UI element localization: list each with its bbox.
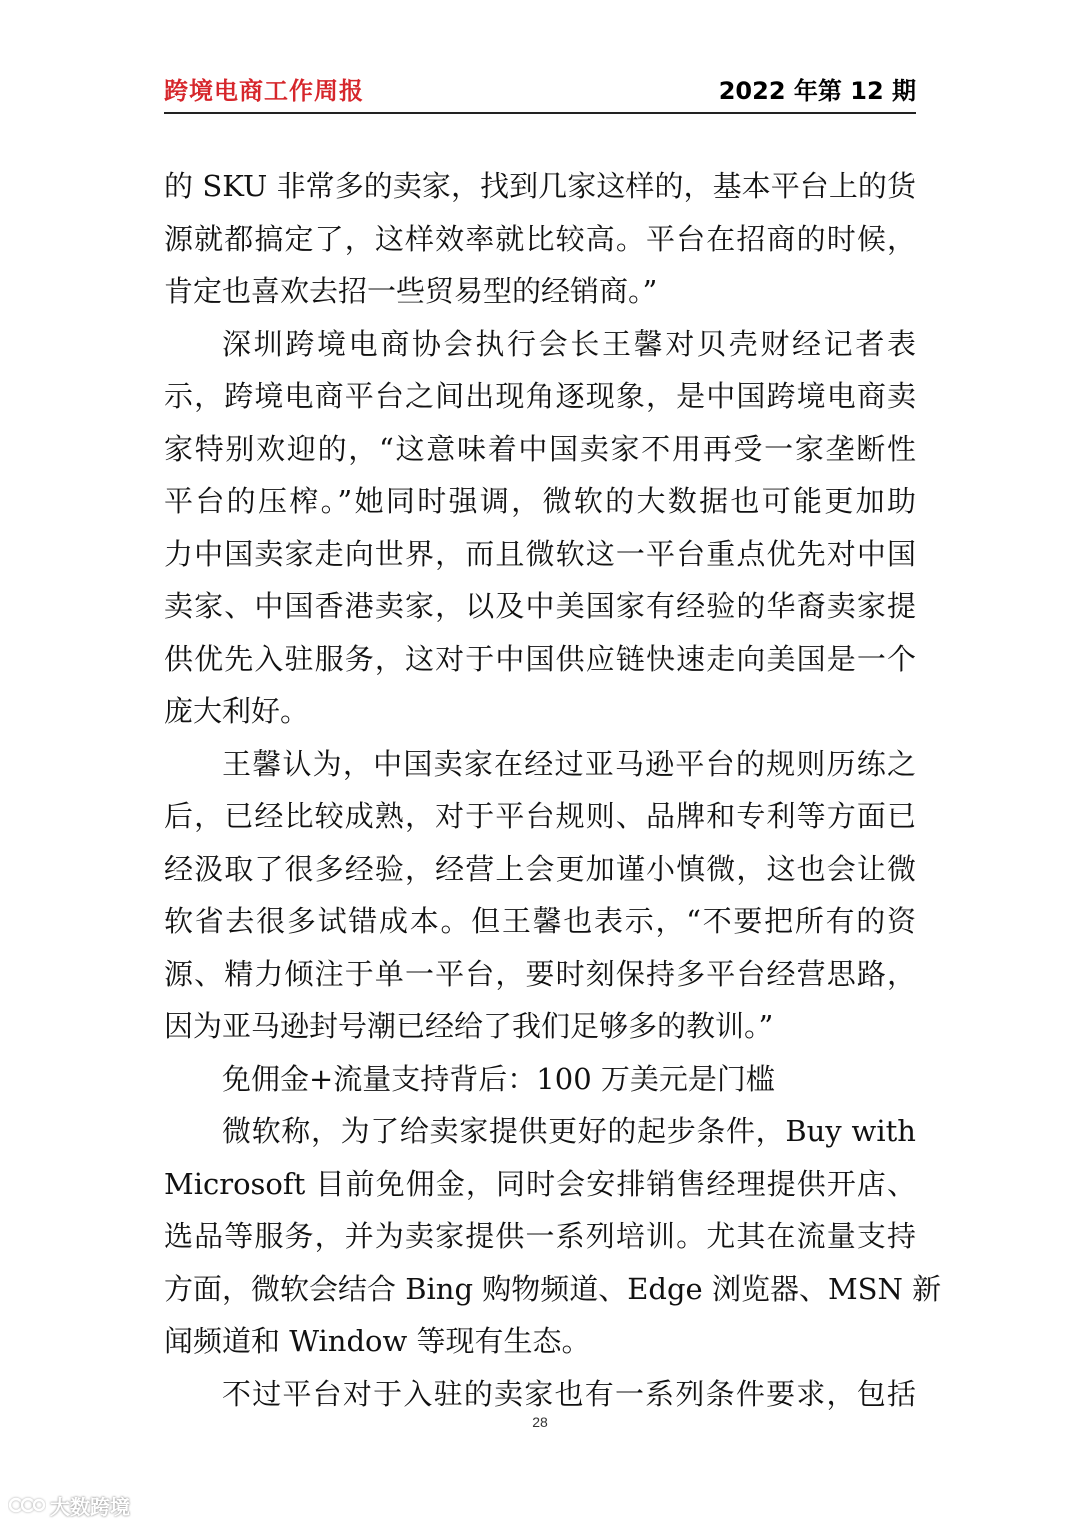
header-divider bbox=[164, 112, 916, 114]
watermark-text: 大数跨境 bbox=[50, 1494, 130, 1519]
body-line: 源就都搞定了，这样效率就比较高。平台在招商的时候， bbox=[164, 221, 916, 256]
section-subheading: 免佣金+流量支持背后：100 万美元是门槛 bbox=[222, 1061, 775, 1096]
body-line: 方面，微软会结合 Bing 购物频道、Edge 浏览器、MSN 新 bbox=[164, 1271, 942, 1306]
watermark bbox=[8, 1490, 130, 1520]
publication-title: 跨境电商工作周报 bbox=[164, 77, 364, 105]
body-line: 王馨认为，中国卖家在经过亚马逊平台的规则历练之 bbox=[222, 746, 916, 781]
watermark-logo-icon bbox=[8, 1493, 46, 1517]
body-line: 力中国卖家走向世界，而且微软这一平台重点优先对中国 bbox=[164, 536, 916, 571]
body-line: 后，已经比较成熟，对于平台规则、品牌和专利等方面已 bbox=[164, 799, 916, 833]
body-line: 供优先入驻服务，这对于中国供应链快速走向美国是一个 bbox=[164, 641, 916, 676]
page-header bbox=[164, 72, 916, 112]
body-line: 微软称，为了给卖家提供更好的起步条件，Buy with bbox=[222, 1114, 916, 1148]
body-line: 经汲取了很多经验，经营上会更加谨小慎微，这也会让微 bbox=[164, 851, 916, 886]
body-line: 家特别欢迎的，“这意味着中国卖家不用再受一家垄断性 bbox=[164, 431, 916, 466]
body-line: 卖家、中国香港卖家，以及中美国家有经验的华裔卖家提 bbox=[164, 589, 916, 623]
body-line: 因为亚马逊封号潮已经给了我们足够多的教训。” bbox=[164, 1009, 774, 1043]
body-line: 庞大利好。 bbox=[164, 694, 310, 728]
body-line: 软省去很多试错成本。但王馨也表示，“不要把所有的资 bbox=[164, 904, 916, 938]
body-line: 选品等服务，并为卖家提供一系列培训。尤其在流量支持 bbox=[164, 1219, 916, 1253]
article-body bbox=[164, 160, 942, 1420]
page-number: 28 bbox=[532, 1414, 548, 1430]
body-line: 源、精力倾注于单一平台，要时刻保持多平台经营思路， bbox=[164, 956, 916, 991]
body-line: 的 SKU 非常多的卖家，找到几家这样的，基本平台上的货 bbox=[164, 169, 916, 203]
body-line: 不过平台对于入驻的卖家也有一系列条件要求，包括 bbox=[222, 1376, 916, 1411]
body-line: 肯定也喜欢去招一些贸易型的经销商。” bbox=[164, 274, 658, 308]
body-line: 示，跨境电商平台之间出现角逐现象，是中国跨境电商卖 bbox=[164, 379, 916, 413]
body-line: 闻频道和 Window 等现有生态。 bbox=[164, 1324, 591, 1358]
body-line: 深圳跨境电商协会执行会长王馨对贝壳财经记者表 bbox=[222, 326, 916, 361]
body-line: 平台的压榨。”她同时强调，微软的大数据也可能更加助 bbox=[164, 484, 916, 518]
issue-number: 2022 年第 12 期 bbox=[718, 77, 916, 105]
body-line: Microsoft 目前免佣金，同时会安排销售经理提供开店、 bbox=[164, 1166, 916, 1201]
